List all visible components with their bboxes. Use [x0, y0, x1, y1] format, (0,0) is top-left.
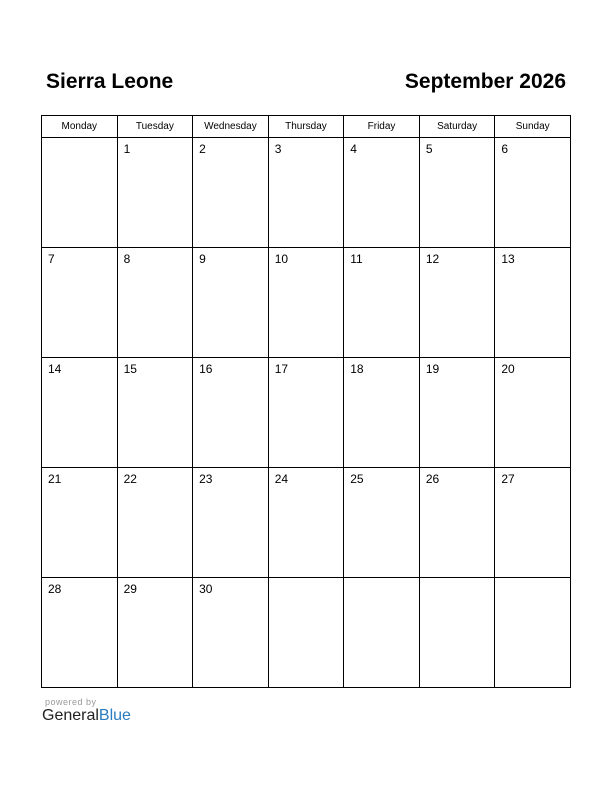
day-number: 12: [425, 252, 440, 266]
day-cell: [117, 468, 193, 578]
day-number: [495, 578, 570, 582]
day-number: 6: [501, 142, 509, 156]
day-number: 28: [48, 582, 62, 596]
day-cell: [419, 358, 495, 468]
week-row: [42, 138, 571, 248]
day-cell: [268, 468, 344, 578]
day-number: 3: [274, 142, 282, 156]
day-cell: [344, 358, 420, 468]
day-number: 2: [199, 142, 206, 156]
day-cell: [495, 578, 571, 688]
day-cell: [268, 578, 344, 688]
day-number: 27: [501, 472, 515, 486]
day-number: 15: [123, 362, 137, 376]
day-cell: [495, 468, 571, 578]
powered-by-label: powered by: [45, 697, 97, 707]
day-number: 18: [350, 362, 364, 376]
day-cell: [495, 138, 571, 248]
calendar-grid: [41, 115, 571, 688]
day-cell: [268, 138, 344, 248]
day-cell: [117, 358, 193, 468]
week-row: [42, 248, 571, 358]
day-cell: [42, 358, 118, 468]
generalblue-logo: [42, 707, 131, 725]
day-cell: [268, 358, 344, 468]
day-number: 23: [199, 472, 213, 486]
day-cell: [495, 248, 571, 358]
logo-general-text: General: [42, 707, 99, 724]
day-cell: [117, 138, 193, 248]
day-cell: [419, 578, 495, 688]
day-number: 16: [199, 362, 213, 376]
day-number: 4: [350, 142, 357, 156]
day-cell: [344, 468, 420, 578]
day-cell: [419, 468, 495, 578]
weekday-wednesday: Wednesday: [193, 116, 269, 138]
day-cell: [344, 248, 420, 358]
day-cell: [193, 138, 269, 248]
weekday-saturday: Saturday: [419, 116, 495, 138]
day-number: 24: [274, 472, 289, 486]
day-number: 22: [123, 472, 137, 486]
week-row: [42, 468, 571, 578]
day-cell: [193, 468, 269, 578]
day-cell: [42, 138, 118, 248]
day-number: [344, 578, 419, 582]
month-year-title: September 2026: [404, 70, 566, 93]
day-number: 5: [425, 142, 433, 156]
day-number: 19: [425, 362, 440, 376]
day-cell: [117, 248, 193, 358]
day-cell: [344, 578, 420, 688]
weekday-sunday: Sunday: [495, 116, 571, 138]
day-number: 20: [501, 362, 515, 376]
weekday-thursday: Thursday: [268, 116, 344, 138]
day-number: 9: [199, 252, 206, 266]
day-cell: [344, 138, 420, 248]
day-number: 17: [274, 362, 289, 376]
week-row: [42, 578, 571, 688]
day-number: 29: [123, 582, 137, 596]
day-cell: [42, 468, 118, 578]
day-number: [269, 578, 344, 582]
day-cell: [268, 248, 344, 358]
day-cell: [42, 578, 118, 688]
day-cell: [193, 248, 269, 358]
day-number: 8: [123, 252, 131, 266]
day-cell: [419, 138, 495, 248]
day-cell: [419, 248, 495, 358]
day-cell: [193, 578, 269, 688]
day-number: 11: [350, 252, 363, 266]
day-cell: [42, 248, 118, 358]
generalblue-branding: [42, 697, 131, 725]
day-number: 25: [350, 472, 364, 486]
day-number: 1: [123, 142, 131, 156]
day-cell: [193, 358, 269, 468]
weekday-tuesday: Tuesday: [117, 116, 193, 138]
day-number: 21: [48, 472, 62, 486]
weekday-monday: Monday: [42, 116, 118, 138]
weekday-header-row: [42, 116, 571, 138]
weekday-friday: Friday: [344, 116, 420, 138]
day-number: 10: [274, 252, 289, 266]
day-cell: [495, 358, 571, 468]
logo-blue-text: Blue: [98, 707, 131, 724]
day-number: 14: [48, 362, 62, 376]
day-number: 30: [199, 582, 213, 596]
day-number: [420, 578, 495, 582]
day-cell: [117, 578, 193, 688]
day-number: [42, 138, 117, 142]
day-number: 13: [501, 252, 515, 266]
day-number: 26: [425, 472, 440, 486]
week-row: [42, 358, 571, 468]
country-title: Sierra Leone: [46, 70, 174, 93]
day-number: 7: [48, 252, 55, 266]
